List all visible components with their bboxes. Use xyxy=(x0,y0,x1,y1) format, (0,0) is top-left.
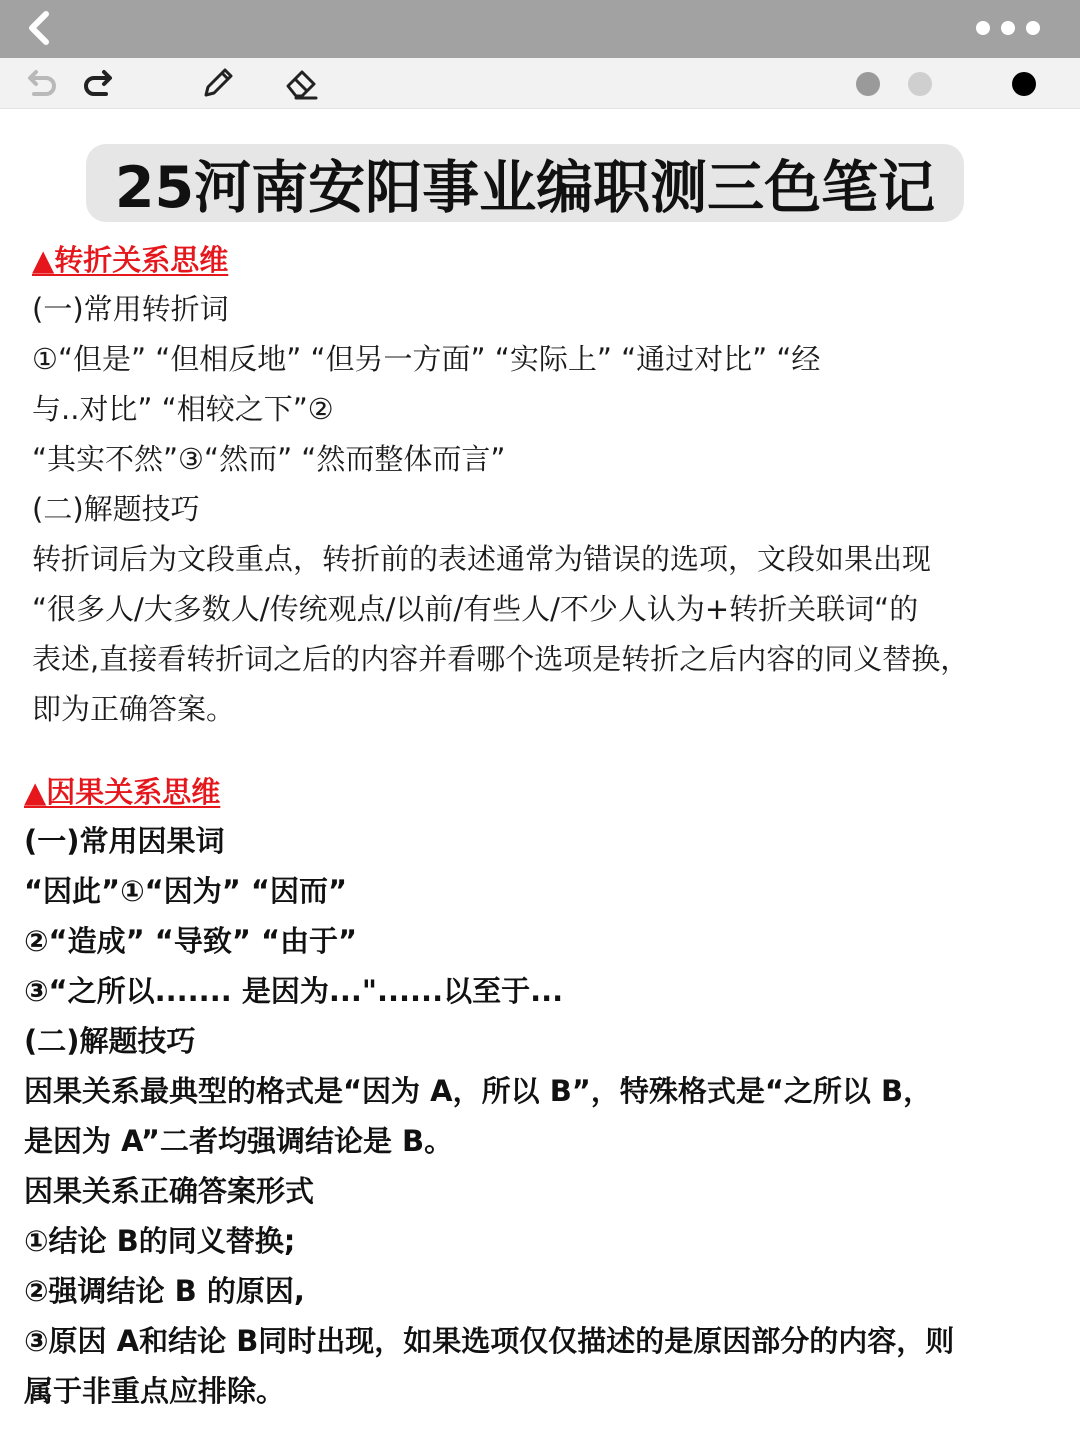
pencil-icon xyxy=(198,64,236,102)
text-line: “其实不然”③“然而” “然而整体而言” xyxy=(32,442,506,476)
text-line: 表述,直接看转折词之后的内容并看哪个选项是转折之后内容的同义替换， xyxy=(32,642,970,676)
text-line: 是因为 A”二者均强调结论是 B。 xyxy=(24,1124,454,1158)
more-dot-icon xyxy=(1001,21,1015,35)
color-swatch-black[interactable] xyxy=(1012,72,1036,96)
text-line: “很多人/大多数人/传统观点/以前/有些人/不少人认为+转折关联词“的 xyxy=(32,592,919,626)
text-line: ②强调结论 B 的原因, xyxy=(24,1274,305,1308)
color-swatch-gray[interactable] xyxy=(856,72,880,96)
text-line: (一)常用因果词 xyxy=(24,824,225,858)
section-causal-thinking xyxy=(24,768,1034,1416)
undo-icon xyxy=(22,64,60,102)
eraser-tool-button[interactable] xyxy=(282,64,320,102)
title-banner xyxy=(86,144,964,222)
pen-tool-button[interactable] xyxy=(198,64,236,102)
chevron-left-icon xyxy=(20,8,60,48)
annotation-toolbar xyxy=(0,58,1080,109)
top-nav-bar xyxy=(0,0,1080,58)
text-line: “因此”①“因为” “因而” xyxy=(24,874,348,908)
text-line: 因果关系正确答案形式 xyxy=(24,1174,315,1208)
color-swatch-light-gray[interactable] xyxy=(908,72,932,96)
text-line: 与..对比” “相较之下”② xyxy=(32,392,334,426)
text-line: 因果关系最典型的格式是“因为 A，所以 B”，特殊格式是“之所以 B， xyxy=(24,1074,933,1108)
eraser-icon xyxy=(282,64,320,102)
text-line: (二)解题技巧 xyxy=(32,492,200,526)
text-line: ②“造成” “导致” “由于” xyxy=(24,924,358,958)
section-transition-thinking xyxy=(32,236,1042,734)
section-heading: ▲因果关系思维 xyxy=(24,775,221,809)
undo-button[interactable] xyxy=(22,64,60,102)
text-line: ①“但是” “但相反地” “但另一方面” “实际上” “通过对比” “经 xyxy=(32,342,821,376)
text-line: 属于非重点应排除。 xyxy=(24,1374,286,1408)
redo-icon xyxy=(80,64,118,102)
section-heading: ▲转折关系思维 xyxy=(32,243,229,277)
text-line: ③“之所以....... 是因为..."......以至于... xyxy=(24,974,564,1008)
text-line: ①结论 B的同义替换; xyxy=(24,1224,296,1258)
text-line: (一)常用转折词 xyxy=(32,292,229,326)
redo-button[interactable] xyxy=(80,64,118,102)
text-line: ③原因 A和结论 B同时出现，如果选项仅仅描述的是原因部分的内容，则 xyxy=(24,1324,955,1358)
page-title: 25河南安阳事业编职测三色笔记 xyxy=(114,155,936,221)
more-dot-icon xyxy=(976,21,990,35)
text-line: (二)解题技巧 xyxy=(24,1024,196,1058)
color-swatch-white[interactable] xyxy=(960,72,984,96)
more-options-button[interactable] xyxy=(976,18,1040,38)
back-button[interactable] xyxy=(20,8,60,48)
text-line: 转折词后为文段重点，转折前的表述通常为错误的选项，文段如果出现 xyxy=(32,542,932,576)
text-line: 即为正确答案。 xyxy=(32,692,236,726)
more-dot-icon xyxy=(1026,21,1040,35)
